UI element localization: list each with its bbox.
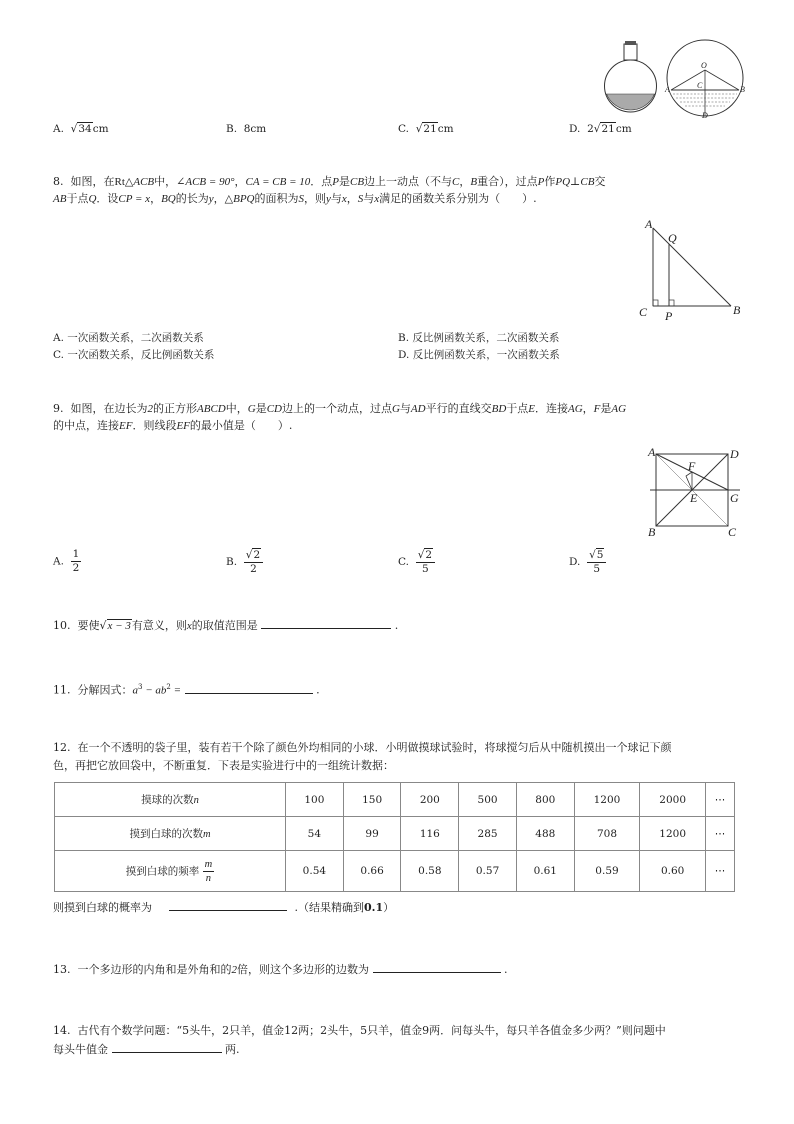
table-cell: 116: [401, 817, 459, 851]
table-cell: 0.61: [516, 851, 574, 892]
q14-answer-blank[interactable]: [112, 1041, 222, 1053]
q8-line2: AB于点Q．设CP = x，BQ的长为y，△BPQ的面积为S，则y与x，S与x满足的函数关系分别为（ ）.: [53, 192, 537, 205]
fraction: $\frac{m}{n}$: [204, 858, 213, 884]
row-header: 摸到白球的频率 $\frac{m}{n}$: [55, 851, 286, 892]
q8-option-a[interactable]: A. 一次函数关系，二次函数关系: [53, 332, 204, 344]
label-e: E: [690, 491, 698, 505]
q9-figure: [640, 442, 750, 542]
table-cell: 0.57: [459, 851, 517, 892]
option-letter: B.: [226, 123, 238, 135]
q8-line1: 8. 如图，在Rt△ACB中，∠ACB = 90°，CA = CB = 10．点P是CB边上一动点（不与C，B重合），过点P作PQ⊥CB交: [53, 175, 606, 188]
table-cell: 0.60: [640, 851, 706, 892]
label-d: D: [730, 447, 739, 461]
q9-line1: 9. 如图，在边长为2的正方形ABCD中，G是CD边上的一个动点，过点G与AD平行的直线交BD于点E．连接AG，F是AG: [53, 402, 627, 415]
table-cell: 800: [516, 783, 574, 817]
label-a: A: [645, 217, 653, 231]
q12-answer-blank[interactable]: [169, 899, 287, 911]
radicand: 21: [423, 123, 437, 135]
table-cell: 150: [343, 783, 401, 817]
q11-answer-blank[interactable]: [185, 682, 313, 694]
q8-option-d[interactable]: D. 反比例函数关系，一次函数关系: [398, 349, 560, 361]
q9-option-b[interactable]: B. $\frac{√2}{2}$: [226, 548, 263, 576]
label-q: Q: [668, 231, 677, 245]
table-cell: 488: [516, 817, 574, 851]
table-cell: 1200: [574, 783, 640, 817]
table-cell: 285: [459, 817, 517, 851]
table-cell: 54: [286, 817, 344, 851]
q10-line: 10. 要使√x − 3有意义，则x的取值范围是 .: [53, 619, 399, 632]
table-cell: 0.54: [286, 851, 344, 892]
option-value: 8cm: [243, 123, 267, 135]
q12-line2: 色，再把它放回袋中，不断重复．下表是实验进行中的一组统计数据：: [53, 759, 394, 772]
label-b: B: [740, 85, 745, 94]
table-cell: 0.66: [343, 851, 401, 892]
label-f: F: [688, 459, 696, 473]
table-cell: ⋯: [706, 783, 735, 817]
q7-option-b[interactable]: [226, 121, 266, 137]
table-cell: 99: [343, 817, 401, 851]
q12-stats-table: [54, 782, 735, 892]
q7-option-d[interactable]: D. 2√21cm: [569, 123, 632, 135]
q14-line2: 每头牛值金 两.: [53, 1043, 240, 1056]
unit: cm: [437, 123, 454, 135]
coefficient: 2: [587, 123, 594, 135]
table-cell: ⋯: [706, 851, 735, 892]
label-a: A: [648, 445, 656, 459]
table-cell: 2000: [640, 783, 706, 817]
option-letter: A.: [53, 123, 64, 135]
q7-option-c[interactable]: C. √21cm: [398, 123, 454, 135]
table-cell: 200: [401, 783, 459, 817]
table-cell: 100: [286, 783, 344, 817]
label-c: C: [728, 525, 737, 539]
option-letter: C.: [398, 123, 409, 135]
table-cell: 0.58: [401, 851, 459, 892]
label-o: O: [701, 61, 707, 70]
radicand: 34: [78, 123, 92, 135]
table-cell: ⋯: [706, 817, 735, 851]
q12-line1: 12. 在一个不透明的袋子里，装有若干个除了颜色外均相同的小球．小明做摸球试验时，将球搅匀后从中随机摸出一个球记下颜: [53, 741, 672, 754]
circle-drawing: [664, 40, 745, 120]
table-row: [55, 783, 735, 817]
table-cell: 500: [459, 783, 517, 817]
q8-figure: [635, 214, 750, 326]
label-g: G: [730, 491, 739, 505]
q9-option-c[interactable]: C. $\frac{√2}{5}$: [398, 548, 435, 576]
q13-answer-blank[interactable]: [373, 961, 501, 973]
table-cell: 0.59: [574, 851, 640, 892]
fraction: $\frac{√5}{5}$: [587, 548, 606, 576]
fraction: $\frac{1}{2}$: [72, 548, 80, 574]
label-a: A: [665, 85, 670, 94]
q9-option-a[interactable]: A. $\frac{1}{2}$: [53, 548, 80, 574]
fraction: $\frac{√2}{5}$: [416, 548, 435, 576]
fraction: $\frac{√2}{2}$: [244, 548, 263, 576]
label-d: D: [702, 111, 708, 120]
unit: cm: [615, 123, 632, 135]
unit: cm: [92, 123, 109, 135]
q7-option-a[interactable]: A. √34cm: [53, 123, 109, 135]
q14-line1: 14. 古代有个数学问题：“5头牛，2只羊，值金12两；2头牛，5只羊，值金9两．问每头牛，每只羊各值金多少两？”则问题中: [53, 1024, 666, 1037]
q8-option-b[interactable]: B. 反比例函数关系，二次函数关系: [398, 332, 560, 344]
table-cell: 1200: [640, 817, 706, 851]
table-cell: 708: [574, 817, 640, 851]
table-row: [55, 851, 735, 892]
table-row: [55, 817, 735, 851]
flask-drawing: [605, 41, 657, 112]
label-c: C: [697, 81, 703, 90]
q10-answer-blank[interactable]: [261, 617, 391, 629]
q8-option-c[interactable]: C. 一次函数关系，反比例函数关系: [53, 349, 215, 361]
q7-figure: [600, 36, 750, 122]
row-header: 摸到白球的次数m: [55, 817, 286, 851]
label-c: C: [639, 305, 648, 319]
q11-line: 11. 分解因式：$a^3 - ab^2$ = .: [53, 683, 320, 697]
q9-line2: 的中点，连接EF．则线段EF的最小值是（ ）.: [53, 419, 293, 432]
q13-line: 13. 一个多边形的内角和是外角和的2倍，则这个多边形的边数为 .: [53, 963, 508, 976]
label-b: B: [648, 525, 656, 539]
radicand: 21: [601, 123, 615, 135]
q12-answer-line: 则摸到白球的概率为 .（结果精确到0.1）: [53, 901, 395, 914]
label-b: B: [733, 303, 741, 317]
q9-option-d[interactable]: D. $\frac{√5}{5}$: [569, 548, 606, 576]
option-letter: D.: [569, 123, 581, 135]
label-p: P: [665, 309, 673, 323]
row-header: 摸球的次数n: [55, 783, 286, 817]
